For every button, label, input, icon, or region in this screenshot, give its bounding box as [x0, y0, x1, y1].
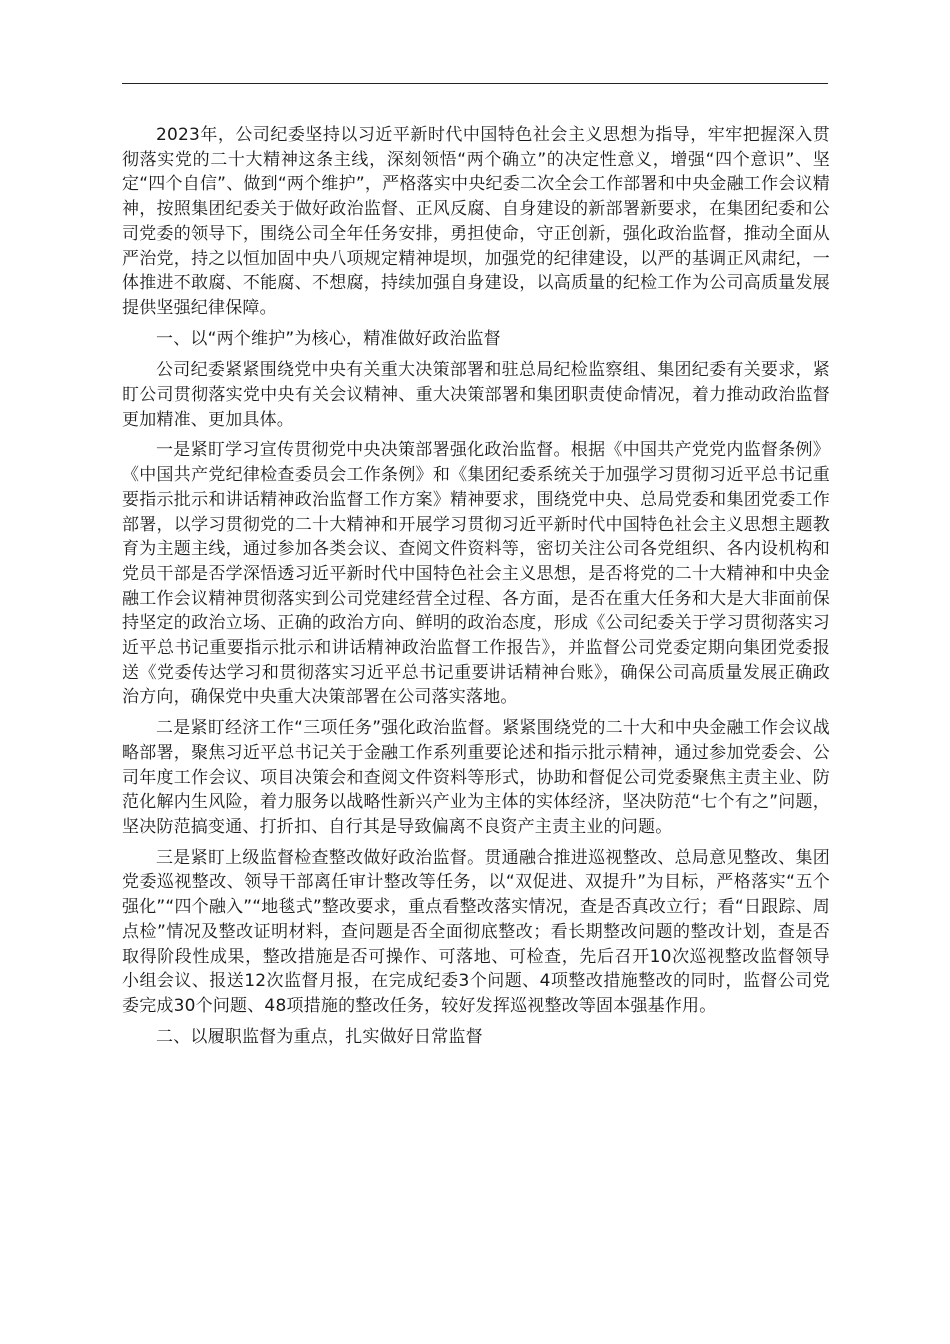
section-heading-2: 二、以履职监督为重点，扎实做好日常监督 [156, 1026, 483, 1047]
section-heading-1: 一、以“两个维护”为核心，精准做好政治监督 [156, 328, 501, 349]
header-rule [122, 83, 828, 84]
point-1-paragraph: 一是紧盯学习宣传贯彻党中央决策部署强化政治监督。根据《中国共产党党内监督条例》《中国共产党纪律检查委员会工作条例》和《集团纪委系统关于加强学习贯彻习近平总书记重要指示批示和讲话精神政治监督工作方案》精神要求，围绕党中央、总局党委和集团党委工作部署，以学习贯彻党的二十大精神和开展学习贯彻习近平新时代中国特色社会主义思想主题教育为主题主线，通过参加各类会议、查阅文件资料等，密切关注公司各党组织、各内设机构和党员干部是否学深悟透习近平新时代中国特色社会主义思想，是否将党的二十大精神和中央金融工作会议精神贯彻落实到公司党建经营全过程、各方面，是否在重大任务和大是大非面前保持坚定的政治立场、正确的政治方向、鲜明的政治态度，形成《公司纪委关于学习贯彻落实习近平总书记重要指示批示和讲话精神政治监督工作报告》，并监督公司党委定期向集团党委报送《党委传达学习和贯彻落实习近平总书记重要讲话精神台账》，确保公司高质量发展正确政治方向，确保党中央重大决策部署在公司落实落地。 [122, 440, 830, 708]
document-body [122, 123, 830, 1056]
point-2-paragraph: 二是紧盯经济工作“三项任务”强化政治监督。紧紧围绕党的二十大和中央金融工作会议战略部署，聚焦习近平总书记关于金融工作系列重要论述和指示批示精神，通过参加党委会、公司年度工作会议、项目决策会和查阅文件资料等形式，协助和督促公司党委聚焦主责主业、防范化解内生风险，着力服务以战略性新兴产业为主体的实体经济，坚决防范“七个有之”问题，坚决防范搞变通、打折扣、自行其是导致偏离不良资产主责主业的问题。 [122, 718, 830, 837]
point-3-paragraph: 三是紧盯上级监督检查整改做好政治监督。贯通融合推进巡视整改、总局意见整改、集团党委巡视整改、领导干部离任审计整改等任务，以“双促进、双提升”为目标，严格落实“五个强化”“四个融入”“地毯式”整改要求，重点看整改落实情况，查是否真改立行；看“日跟踪、周点检”情况及整改证明材料，查问题是否全面彻底整改；看长期整改问题的整改计划，查是否取得阶段性成果，整改措施是否可操作、可落地、可检查，先后召开10次巡视整改监督领导小组会议、报送12次监督月报，在完成纪委3个问题、4项整改措施整改的同时，监督公司党委完成30个问题、48项措施的整改任务，较好发挥巡视整改等固本强基作用。 [122, 847, 830, 1016]
section-1-intro-paragraph: 公司纪委紧紧围绕党中央有关重大决策部署和驻总局纪检监察组、集团纪委有关要求，紧盯公司贯彻落实党中央有关会议精神、重大决策部署和集团职责使命情况，着力推动政治监督更加精准、更加具体。 [122, 360, 830, 430]
intro-paragraph: 2023年，公司纪委坚持以习近平新时代中国特色社会主义思想为指导，牢牢把握深入贯彻落实党的二十大精神这条主线，深刻领悟“两个确立”的决定性意义，增强“四个意识”、坚定“四个自信”、做到“两个维护”，严格落实中央纪委二次全会工作部署和中央金融工作会议精神，按照集团纪委关于做好政治监督、正风反腐、自身建设的新部署新要求，在集团纪委和公司党委的领导下，围绕公司全年任务安排，勇担使命，守正创新，强化政治监督，推动全面从严治党，持之以恒加固中央八项规定精神堤坝，加强党的纪律建设，以严的基调正风肃纪，一体推进不敢腐、不能腐、不想腐，持续加强自身建设，以高质量的纪检工作为公司高质量发展提供坚强纪律保障。 [122, 125, 830, 318]
